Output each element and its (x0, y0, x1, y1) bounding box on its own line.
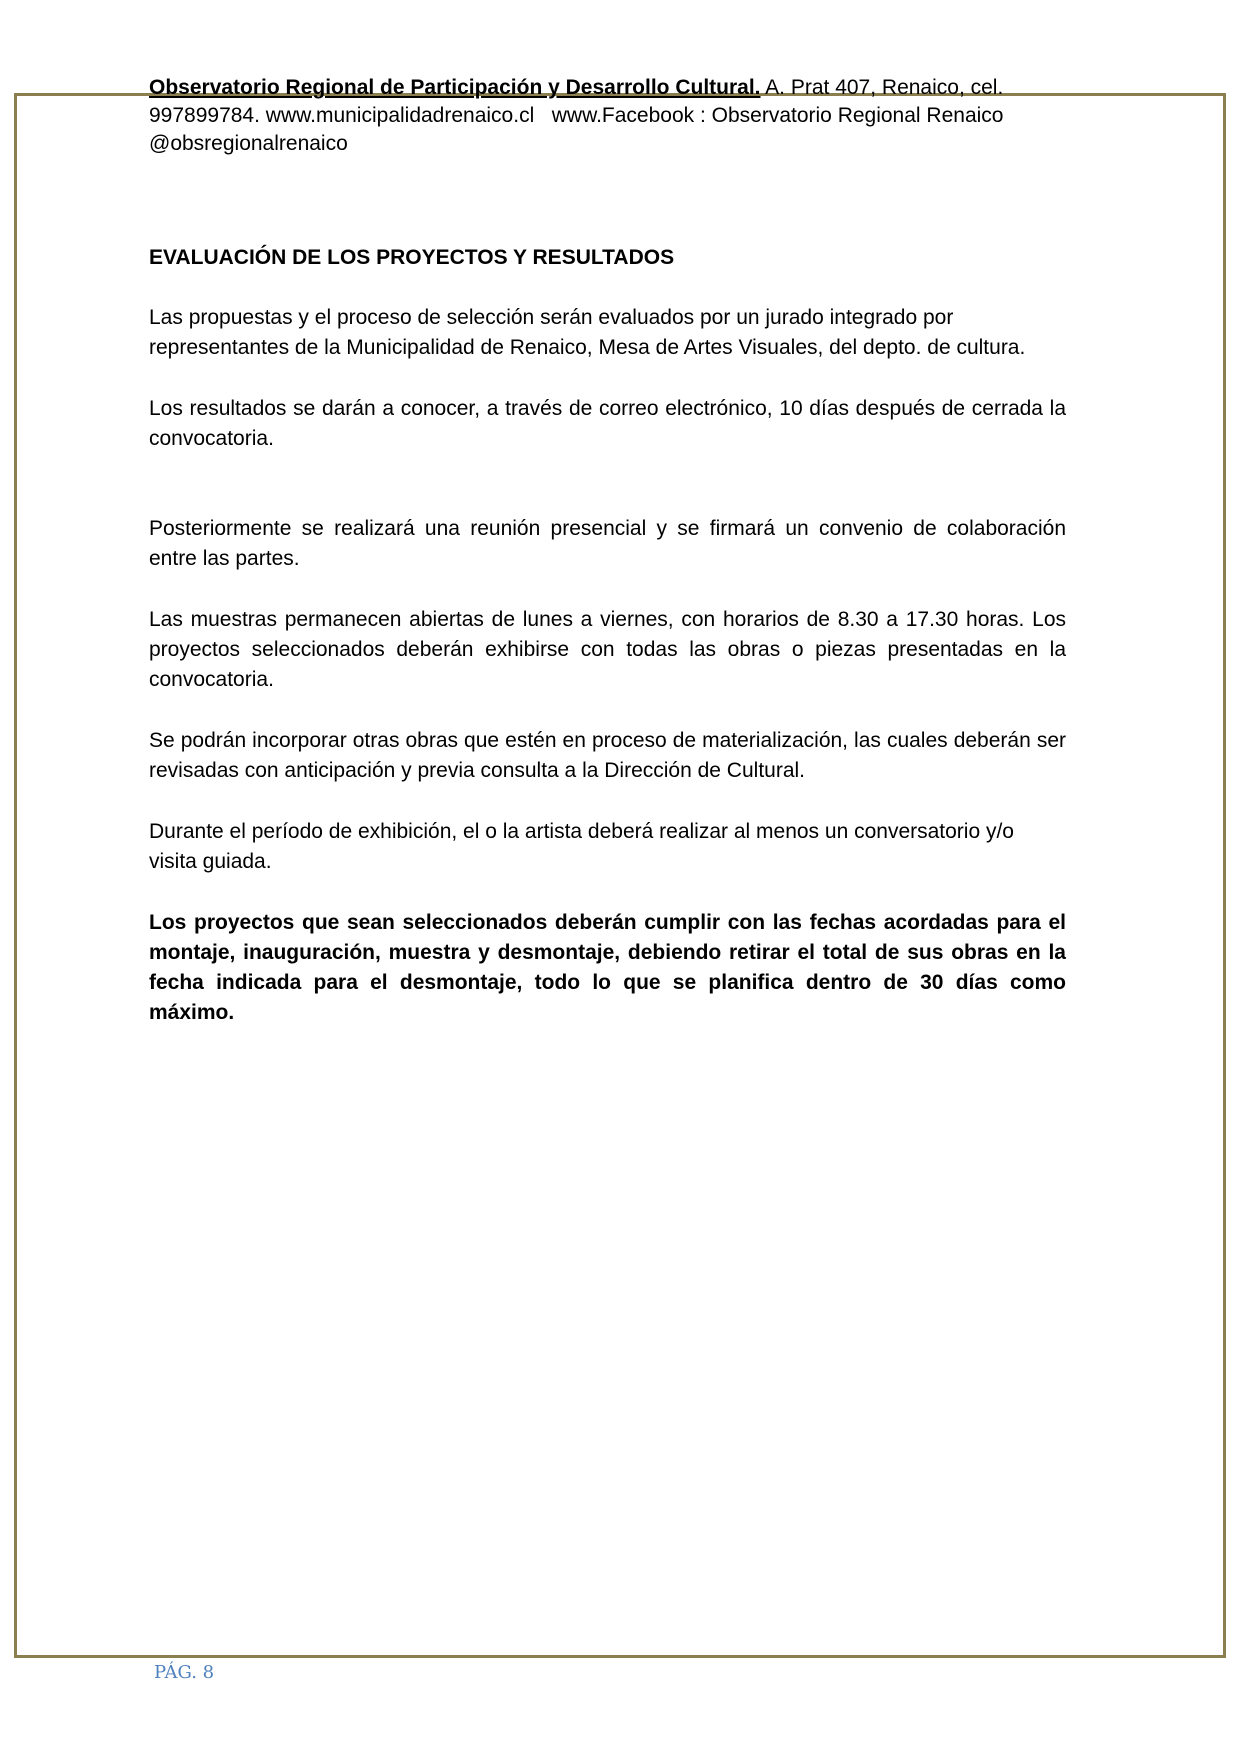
paragraph-guided-visit: Durante el período de exhibición, el o la artista deberá realizar al menos un conversatorio y/o visita guiada. (149, 820, 1014, 873)
document-header (149, 74, 1099, 158)
section-title: EVALUACIÓN DE LOS PROYECTOS Y RESULTADOS (149, 246, 675, 269)
paragraph-jury: Las propuestas y el proceso de selección serán evaluados por un jurado integrado por representantes de la Municipalidad de Renaico, Mesa de Artes Visuales, del depto. de cultura. (149, 306, 1026, 359)
paragraph-meeting: Posteriormente se realizará una reunión presencial y se firmará un convenio de colaboración entre las partes. (149, 517, 1066, 570)
document-body (149, 243, 1066, 1059)
paragraph-schedule: Las muestras permanecen abiertas de lunes a viernes, con horarios de 8.30 a 17.30 horas. Los proyectos seleccionados deberán exhibirse con todas las obras o piezas presentadas en la convocatoria. (149, 608, 1066, 691)
paragraph-other-works: Se podrán incorporar otras obras que estén en proceso de materialización, las cuales deberán ser revisadas con anticipación y previa consulta a la Dirección de Cultural. (149, 729, 1066, 782)
paragraph-results: Los resultados se darán a conocer, a través de correo electrónico, 10 días después de cerrada la convocatoria. (149, 397, 1066, 450)
header-contact: 997899784. www.municipalidadrenaico.cl www.Facebook : Observatorio Regional Renaico (149, 104, 1004, 127)
header-line-1 (149, 74, 1099, 102)
paragraph-dates: Los proyectos que sean seleccionados deberán cumplir con las fechas acordadas para el montaje, inauguración, muestra y desmontaje, debiendo retirar el total de sus obras en la fecha indicada para el desmontaje, todo lo que se planifica dentro de 30 días como máximo. (149, 911, 1066, 1024)
organization-name: Observatorio Regional de Participación y Desarrollo Cultural. (149, 76, 761, 99)
page-number: PÁG. 8 (154, 1662, 215, 1683)
header-social-handle: @obsregionalrenaico (149, 132, 348, 155)
header-address: A. Prat 407, Renaico, cel. (760, 76, 1004, 99)
